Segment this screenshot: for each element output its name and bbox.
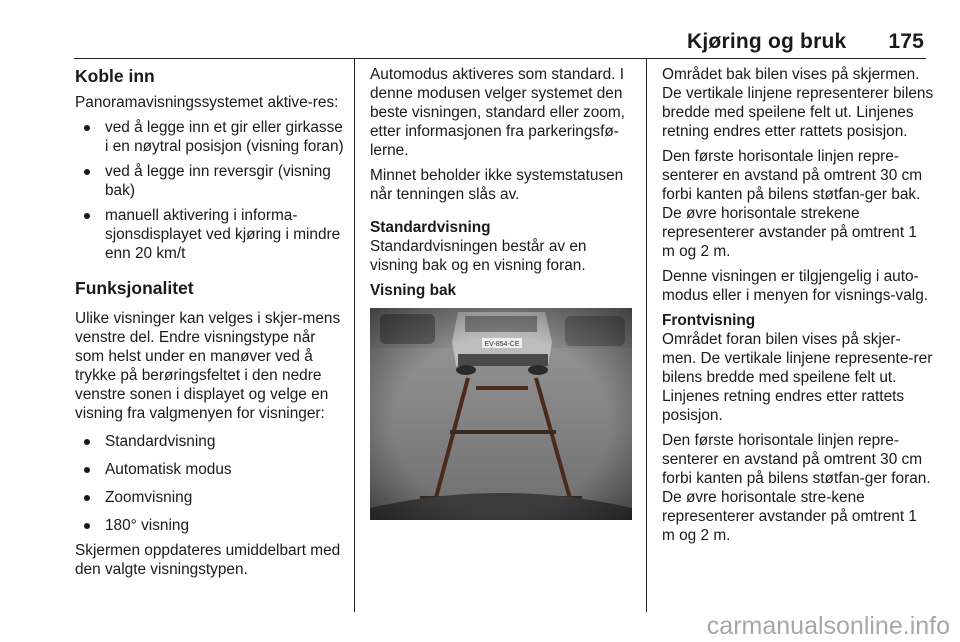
column-divider-left <box>354 58 355 612</box>
list-item: Zoomvisning <box>75 488 345 507</box>
list-item: 180° visning <box>75 516 345 535</box>
rear-area-text: Området bak bilen vises på skjermen. De vertikale linjene representerer bilens bredde med speilene felt ut. Linjenes retning endres etter rattets posisjon. <box>662 66 934 140</box>
outro-text: Skjermen oppdateres umiddelbart med den valgte visningstypen. <box>75 542 341 578</box>
column-right <box>662 65 934 545</box>
intro-text: Panoramavisningssystemet aktive-res: <box>75 94 339 111</box>
heading-frontvisning: Frontvisning <box>662 312 756 329</box>
heading-funksjonalitet: Funksjonalitet <box>75 278 194 298</box>
standard-view-text: Standardvisningen består av en visning bak og en visning foran. <box>370 238 587 274</box>
front-area-text: Området foran bilen vises på skjer-men. De vertikale linjene represente-rer bilens bredde med speilene felt ut. Linjenes retning endres etter rattets posisjon. <box>662 331 933 424</box>
header-rule <box>74 58 926 59</box>
front-lines-text: Den første horisontale linjen repre-senterer en avstand på omtrent 30 cm forbi kanten på bilens støtfan-ger foran. De øvre horisontale stre-kene representerer avstander på omtrent 1 m og 2 m. <box>662 432 931 544</box>
list-item: manuell aktivering i informa-sjonsdisplayet ved kjøring i mindre enn 20 km/t <box>75 206 345 263</box>
column-left <box>75 65 345 579</box>
page-number: 175 <box>888 30 924 53</box>
availability-text: Denne visningen er tilgjengelig i auto-modus eller i menyen for visnings-valg. <box>662 268 929 304</box>
heading-visning-bak: Visning bak <box>370 282 457 299</box>
functionality-text: Ulike visninger kan velges i skjer-mens venstre del. Endre visningstype når som helst under en manøver ved å trykke på berøringsfeltet i den nedre venstre sonen i displayet og velge en visning fra valgmenyen for visninger: <box>75 310 341 422</box>
list-item: Standardvisning <box>75 432 345 451</box>
heading-standardvisning: Standardvisning <box>370 219 491 236</box>
list-item: ved å legge inn reversgir (visning bak) <box>75 162 345 200</box>
view-options-list <box>75 432 345 535</box>
rear-camera-image <box>370 308 632 520</box>
page-header <box>687 30 924 54</box>
activation-list <box>75 118 345 263</box>
auto-mode-text: Automodus aktiveres som standard. I denne modusen velger systemet den beste visningen, standard eller zoom, etter informasjonen fra parkeringsfø-lerne. <box>370 66 625 159</box>
memory-text: Minnet beholder ikke systemstatusen når tenningen slås av. <box>370 167 624 203</box>
header-title: Kjøring og bruk <box>687 30 847 53</box>
column-middle <box>370 65 636 520</box>
list-item: Automatisk modus <box>75 460 345 479</box>
rear-lines-text: Den første horisontale linjen repre-senterer en avstand på omtrent 30 cm forbi kanten på bilens støtfan-ger bak. De øvre horisontale strekene representerer avstander på omtrent 1 m og 2 m. <box>662 148 923 260</box>
list-item: ved å legge inn et gir eller girkasse i en nøytral posisjon (visning foran) <box>75 118 345 156</box>
watermark: carmanualsonline.info <box>706 612 950 640</box>
column-divider-right <box>646 58 647 612</box>
heading-koble-inn: Koble inn <box>75 66 155 86</box>
